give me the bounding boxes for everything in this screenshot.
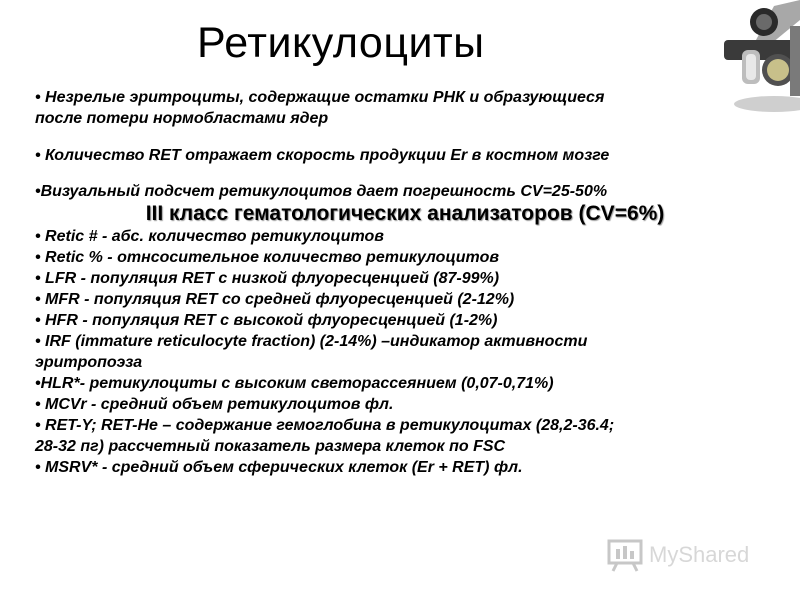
bullet-ret-count: • Количество RET отражает скорость продукции Er в костном мозге	[35, 147, 610, 164]
bullet-ret-y: • RET-Y; RET-He – содержание гемоглобина в ретикулоцитах (28,2-36.4;	[35, 417, 615, 434]
bullet-msrv: • MSRV* - средний объем сферических клеток (Er + RET) фл.	[35, 459, 523, 476]
bullet-visual-count: •Визуальный подсчет ретикулоцитов дает погрешность CV=25-50%	[35, 183, 608, 200]
bullet-immature-erythrocytes: • Незрелые эритроциты, содержащие остатки РНК и образующиеся	[35, 89, 605, 106]
presentation-board-icon	[607, 537, 643, 573]
bullet-ret-y-cont: 28-32 пг) рассчетный показатель размера клеток по FSC	[35, 438, 506, 455]
bullet-retic-abs: • Retic # - абс. количество ретикулоцитов	[35, 228, 384, 245]
watermark-text: MyShared	[649, 542, 750, 567]
bullet-irf: • IRF (immature reticulocyte fraction) (2-14%) –индикатор активности	[35, 333, 588, 350]
watermark	[607, 535, 767, 575]
bullet-irf-cont: эритропоэза	[35, 354, 143, 371]
bullet-hlr: •HLR*- ретикулоциты с высоким светорассеянием (0,07-0,71%)	[35, 375, 554, 392]
bullet-hfr: • HFR - популяция RET с высокой флуоресценцией (1-2%)	[35, 312, 498, 329]
bullet-mcvr: • MCVr - средний объем ретикулоцитов фл.	[35, 396, 394, 413]
slide-content	[35, 87, 785, 478]
slide-title: Ретикулоциты	[197, 19, 485, 67]
analyzer-class-heading: III класс гематологических анализаторов (CV=6%)	[145, 202, 665, 225]
bullet-retic-percent: • Retic % - отнсосительное количество ретикулоцитов	[35, 249, 500, 266]
bullet-lfr: • LFR - популяция RET с низкой флуоресценцией (87-99%)	[35, 270, 500, 287]
bullet-immature-erythrocytes-cont: после потери нормобластами ядер	[35, 110, 329, 127]
bullet-mfr: • MFR - популяция RET со средней флуоресценцией (2-12%)	[35, 291, 515, 308]
